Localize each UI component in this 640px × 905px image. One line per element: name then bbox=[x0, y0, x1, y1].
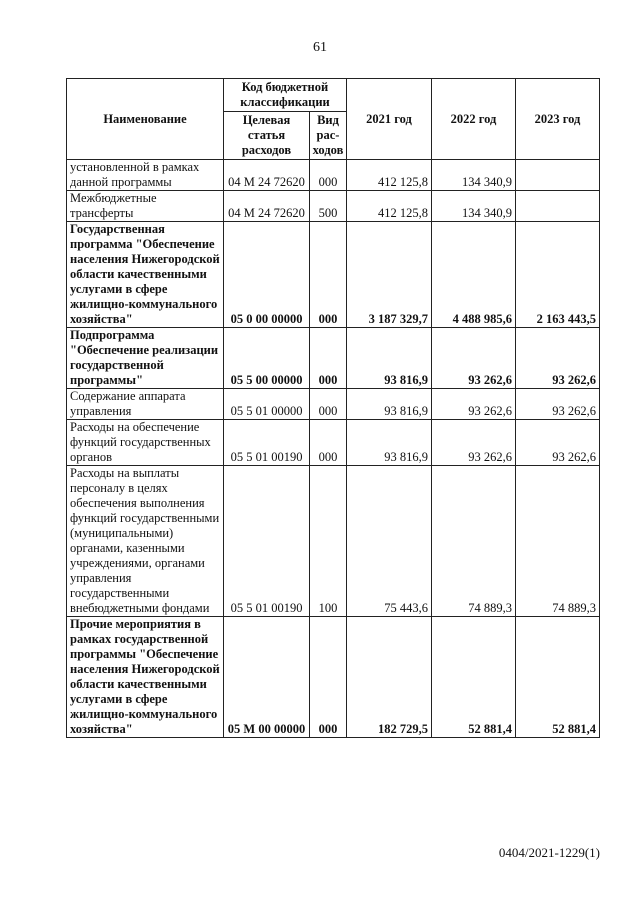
row-name: установленной в рамках данной программы bbox=[67, 160, 224, 191]
row-2023: 93 262,6 bbox=[516, 328, 600, 389]
row-name: Расходы на выплаты персоналу в целях обеспечения выполнения функций государственными (муниципальными) органами, казенными учреждениями, органами управления государственными внебюджетными фондами bbox=[67, 466, 224, 617]
row-code: 05 5 01 00190 bbox=[224, 420, 310, 466]
row-2022: 93 262,6 bbox=[432, 420, 516, 466]
row-code: 05 0 00 00000 bbox=[224, 222, 310, 328]
row-2021: 93 816,9 bbox=[347, 420, 432, 466]
row-code: 05 5 01 00000 bbox=[224, 389, 310, 420]
row-code: 05 М 00 00000 bbox=[224, 617, 310, 738]
table-row bbox=[67, 222, 600, 328]
table-row bbox=[67, 617, 600, 738]
table-row bbox=[67, 160, 600, 191]
row-type: 000 bbox=[310, 389, 347, 420]
row-2021: 182 729,5 bbox=[347, 617, 432, 738]
header-code-group: Код бюджетной классификации bbox=[224, 79, 347, 112]
row-2022: 74 889,3 bbox=[432, 466, 516, 617]
row-name: Прочие мероприятия в рамках государственной программы "Обеспечение населения Нижегородской области качественными услугами в сфере жилищно-коммунального хозяйства" bbox=[67, 617, 224, 738]
row-type: 000 bbox=[310, 328, 347, 389]
row-2023: 52 881,4 bbox=[516, 617, 600, 738]
row-name: Расходы на обеспечение функций государственных органов bbox=[67, 420, 224, 466]
row-type: 500 bbox=[310, 191, 347, 222]
table-row bbox=[67, 328, 600, 389]
header-target-article: Целевая статья расходов bbox=[224, 112, 310, 160]
table-row bbox=[67, 466, 600, 617]
row-name: Государственная программа "Обеспечение населения Нижегородской области качественными услугами в сфере жилищно-коммунального хозяйства" bbox=[67, 222, 224, 328]
row-2021: 75 443,6 bbox=[347, 466, 432, 617]
header-name: Наименование bbox=[67, 79, 224, 160]
row-2023: 2 163 443,5 bbox=[516, 222, 600, 328]
row-code: 04 М 24 72620 bbox=[224, 160, 310, 191]
row-type: 000 bbox=[310, 160, 347, 191]
row-name: Межбюджетные трансферты bbox=[67, 191, 224, 222]
row-code: 05 5 00 00000 bbox=[224, 328, 310, 389]
row-2023: 93 262,6 bbox=[516, 389, 600, 420]
row-name: Подпрограмма "Обеспечение реализации государственной программы" bbox=[67, 328, 224, 389]
header-year-2021: 2021 год bbox=[347, 79, 432, 160]
table-row bbox=[67, 420, 600, 466]
row-2023 bbox=[516, 191, 600, 222]
row-2021: 93 816,9 bbox=[347, 328, 432, 389]
page-number: 61 bbox=[313, 40, 327, 55]
table-row bbox=[67, 191, 600, 222]
row-name: Содержание аппарата управления bbox=[67, 389, 224, 420]
row-2021: 3 187 329,7 bbox=[347, 222, 432, 328]
row-2022: 134 340,9 bbox=[432, 191, 516, 222]
row-type: 100 bbox=[310, 466, 347, 617]
table-row bbox=[67, 389, 600, 420]
row-code: 05 5 01 00190 bbox=[224, 466, 310, 617]
header-year-2023: 2023 год bbox=[516, 79, 600, 160]
row-type: 000 bbox=[310, 617, 347, 738]
row-type: 000 bbox=[310, 420, 347, 466]
row-2022: 52 881,4 bbox=[432, 617, 516, 738]
row-type: 000 bbox=[310, 222, 347, 328]
header-expense-type: Вид рас-ходов bbox=[310, 112, 347, 160]
row-2022: 134 340,9 bbox=[432, 160, 516, 191]
row-2021: 93 816,9 bbox=[347, 389, 432, 420]
row-2022: 93 262,6 bbox=[432, 328, 516, 389]
row-2023 bbox=[516, 160, 600, 191]
header-year-2022: 2022 год bbox=[432, 79, 516, 160]
row-code: 04 М 24 72620 bbox=[224, 191, 310, 222]
document-code: 0404/2021-1229(1) bbox=[498, 845, 600, 860]
row-2023: 74 889,3 bbox=[516, 466, 600, 617]
row-2021: 412 125,8 bbox=[347, 191, 432, 222]
row-2023: 93 262,6 bbox=[516, 420, 600, 466]
row-2022: 4 488 985,6 bbox=[432, 222, 516, 328]
budget-table bbox=[66, 78, 600, 738]
row-2021: 412 125,8 bbox=[347, 160, 432, 191]
row-2022: 93 262,6 bbox=[432, 389, 516, 420]
